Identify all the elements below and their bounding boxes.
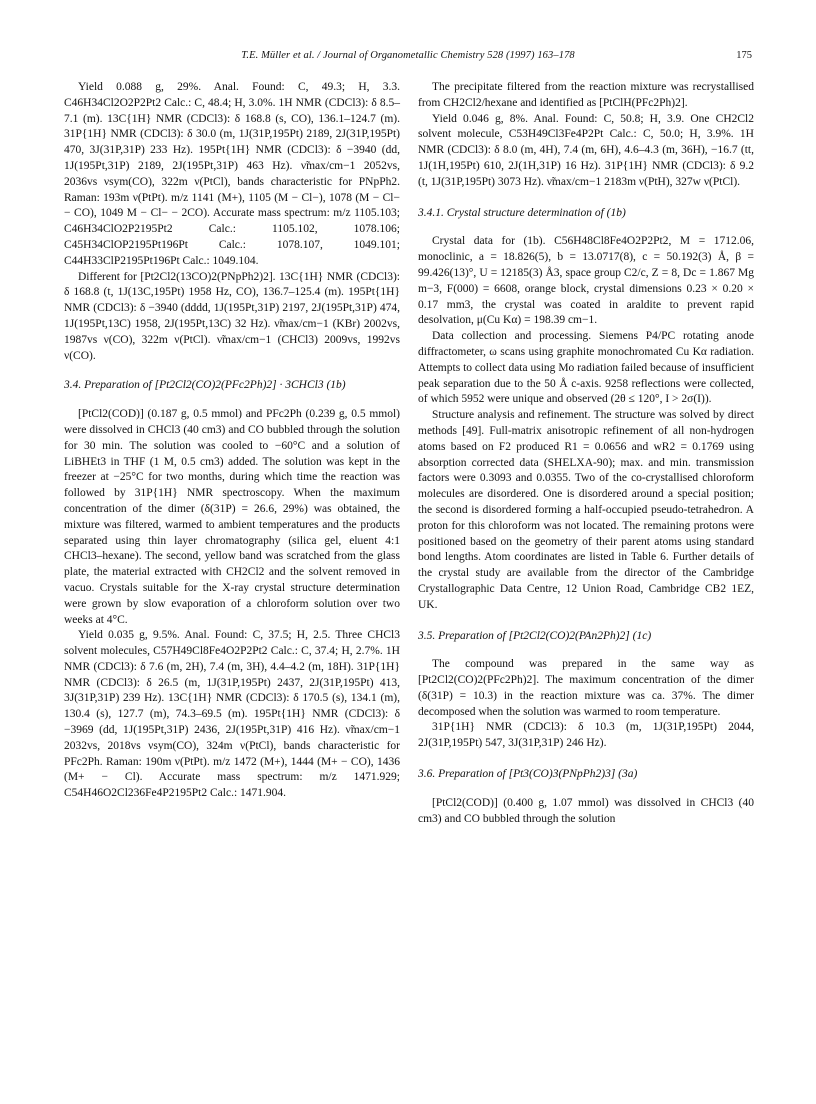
running-head: T.E. Müller et al. / Journal of Organometallic Chemistry 528 (1997) 163–178 (241, 50, 575, 61)
page-number: 175 (736, 50, 752, 61)
preparation-1c-paragraph: The compound was prepared in the same way as [Pt2Cl2(CO)2(PFc2Ph)2]. The maximum concentration of the dimer (δ(31P) = 10.3) in the reaction mixture was ca. 37%. The dimer decomposed when the solution was warmed to room temperature. (418, 658, 754, 718)
preparation-1b-paragraph: [PtCl2(COD)] (0.187 g, 0.5 mmol) and PFc2Ph (0.239 g, 0.5 mmol) were dissolved in CHCl3 (40 cm3) and CO bubbled through the solution for 30 min. The solution was cooled to −60°C and a solution of LiBHEt3 in THF (1 M, 0.5 cm3) added. The solution was kept in the freezer at −25°C for two months, during which time the reaction was followed by 31P{1H} NMR spectroscopy. When the maximum concentration of the dimer (δ(31P) = 26.6, 29%) was obtained, the mixture was filtered, warmed to ambient temperatures and the products separated using thin layer chromatography (silica gel, eluent 4:1 CHCl3–hexane). The second, yellow band was scratched from the glass plate, the material extracted with CH2Cl2 and the solvent removed in vacuo. Crystals suitable for the X-ray crystal structure determination were grown by slow evaporation of a chloroform solution over two weeks at 4°C. (64, 408, 400, 626)
structure-analysis-paragraph: Structure analysis and refinement. The structure was solved by direct methods [49]. Full-matrix anisotropic refinement of all non-hydrogen atoms based on F2 produced R1 = 0.0656 and wR2 = 0.1769 using absorption corrected data (SHELXA-90); max. and min. transmission factors were 0.3093 and 0.0355. Two of the co-crystallised chloroform molecules are disordered. One is disordered around a special position; the second is disordered forming a half-occupied pseudo-tetrahedron. A proton for this chloroform was not located. The remaining protons were positioned based on the geometry of their parent atoms using standard bond lengths. Atom coordinates are listed in Table 6. Further details of the crystal study are available from the director of the Cambridge Crystallographic Data Centre, 12 Union Road, Cambridge CB2 1EZ, UK. (418, 409, 754, 611)
labelled-13co-paragraph: Different for [Pt2Cl2(13CO)2(PNpPh2)2]. 13C{1H} NMR (CDCl3): δ 168.8 (t, 1J(13C,195Pt) 1958 Hz, CO), 136.7–125.4 (m). 195Pt{1H} NMR (CDCl3): δ −3940 (dddd, 1J(195Pt,31P) 2197, 2J(195Pt,31P) 474, 1J(195Pt,13C) 1958, 2J(195Pt,13C) 32 Hz). ν̃max/cm−1 (KBr) 2002vs, 1987vs ν(CO), 322m ν(PtCl). ν̃max/cm−1 (CHCl3) 2009vs, 1992vs ν(CO). (64, 270, 400, 362)
yield-paragraph-1b: Yield 0.035 g, 9.5%. Anal. Found: C, 37.5; H, 2.5. Three CHCl3 solvent molecules, C57H49Cl8Fe4O2P2Pt2 Calc.: C, 37.4; H, 2.7%. 1H NMR (CDCl3): δ 7.6 (m, 2H), 7.4 (m, 3H), 4.4–4.2 (m, 18H). 31P{1H} NMR (CDCl3): δ 26.5 (m, 1J(31P,195Pt) 2437, 2J(31P,195Pt) 413, 3J(31P,31P) 239 Hz). 13C{1H} NMR (CDCl3): δ 170.5 (s), 134.1 (m), 130.4 (s), 127.7 (m), 74.3–69.5 (m). 195Pt{1H} NMR (CDCl3): δ −3969 (dd, 1J(195Pt,31P) 2436, 2J(195Pt,31P) 416 Hz). ν̃max/cm−1 2032vs, 2018vs νsym(CO), 324m ν(PtCl), bands characteristic for PFc2Ph. Raman: 190m ν(PtPt). m/z 1472 (M+), 1444 (M+ − CO), 1436 (M+ − Cl). Accurate mass spectrum: m/z 1471.929; C54H46O2Cl236Fe4P2195Pt2 Calc.: 1471.904. (64, 629, 400, 800)
yield-paragraph-ptclh: Yield 0.046 g, 8%. Anal. Found: C, 50.8; H, 3.9. One CH2Cl2 solvent molecule, C53H49Cl3Fe4P2Pt Calc.: C, 50.0; H, 3.9%. 1H NMR (CDCl3): δ 8.0 (m, 4H), 7.4 (m, 6H), 4.6–4.3 (m, 36H), −16.7 (tt, 1J(1H,195Pt) 610, 2J(1H,31P) 16 Hz). 31P{1H} NMR (CDCl3): δ 9.2 (t, 1J(31P,195Pt) 3073 Hz). ν̃max/cm−1 2183m ν(PtH), 327w ν(PtCl). (418, 112, 754, 188)
section-heading-3-5: 3.5. Preparation of [Pt2Cl2(CO)2(PAn2Ph)2] (1c) (418, 629, 652, 642)
right-column (418, 80, 754, 827)
yield-paragraph-1a: Yield 0.088 g, 29%. Anal. Found: C, 49.3; H, 3.3. C46H34Cl2O2P2Pt2 Calc.: C, 48.4; H, 3.0%. 1H NMR (CDCl3): δ 8.5–7.1 (m). 13C{1H} NMR (CDCl3): δ 168.8 (s, CO), 136.1–124.7 (m). 31P{1H} NMR (CDCl3): δ 30.0 (m, 1J(31P,195Pt) 2189, 2J(31P,195Pt) 470, 3J(31P,31P) 233 Hz). 195Pt{1H} NMR (CDCl3): δ −3940 (dd, 1J(195Pt,31P) 2189, 2J(195Pt,31P) 463 Hz). ν̃max/cm−1 2052vs, 2036vs νsym(CO), 322m ν(PtCl), bands characteristic for PNpPh2. Raman: 193m ν(PtPt). m/z 1141 (M+), 1105 (M − Cl−), 1078 (M − Cl− − CO), 1049 M − Cl− − 2CO). Accurate mass spectrum: m/z 1105.103; C46H34ClO2P2195Pt2 Calc.: 1105.102, 1078.106; C45H34ClOP2195Pt196Pt Calc.: 1078.107, 1049.101; C44H33ClP2195Pt196Pt Calc.: 1049.104. (64, 81, 400, 267)
data-collection-paragraph: Data collection and processing. Siemens P4/PC rotating anode diffractometer, ω scans using graphite monochromated Cu Kα radiation. Attempts to collect data using Mo radiation failed because of insufficient peak separation due to the 50 Å c-axis. 9258 reflections were collected, of which 5952 were unique and observed (2θ ≤ 120°, I > 2σ(I)). (418, 330, 754, 406)
section-heading-3-4: 3.4. Preparation of [Pt2Cl2(CO)2(PFc2Ph)2] · 3CHCl3 (1b) (64, 379, 346, 392)
preparation-3a-paragraph: [PtCl2(COD)] (0.400 g, 1.07 mmol) was dissolved in CHCl3 (40 cm3) and CO bubbled through the solution (418, 796, 754, 825)
page-header (0, 50, 816, 66)
section-heading-3-6: 3.6. Preparation of [Pt3(CO)3(PNpPh2)3] (3a) (418, 768, 638, 781)
left-column (64, 80, 400, 802)
precipitate-paragraph: The precipitate filtered from the reaction mixture was recrystallised from CH2Cl2/hexane and identified as [PtClH(PFc2Ph)2]. (418, 81, 754, 109)
crystal-data-paragraph: Crystal data for (1b). C56H48Cl8Fe4O2P2Pt2, M = 1712.06, monoclinic, a = 18.826(5), b = 13.0717(8), c = 50.192(3) Å, β = 99.426(13)°, U = 12185(3) Å3, space group C2/c, Z = 8, Dc = 1.867 Mg m−3, F(000) = 6608, orange block, crystal dimensions 0.23 × 0.20 × 0.17 mm3, the crystal was coated in araldite to prevent rapid desolvation, μ(Cu Kα) = 198.39 cm−1. (418, 235, 754, 327)
nmr-1c-paragraph: 31P{1H} NMR (CDCl3): δ 10.3 (m, 1J(31P,195Pt) 2044, 2J(31P,195Pt) 547, 3J(31P,31P) 246 Hz). (418, 721, 754, 750)
section-heading-3-4-1: 3.4.1. Crystal structure determination of (1b) (418, 206, 626, 219)
